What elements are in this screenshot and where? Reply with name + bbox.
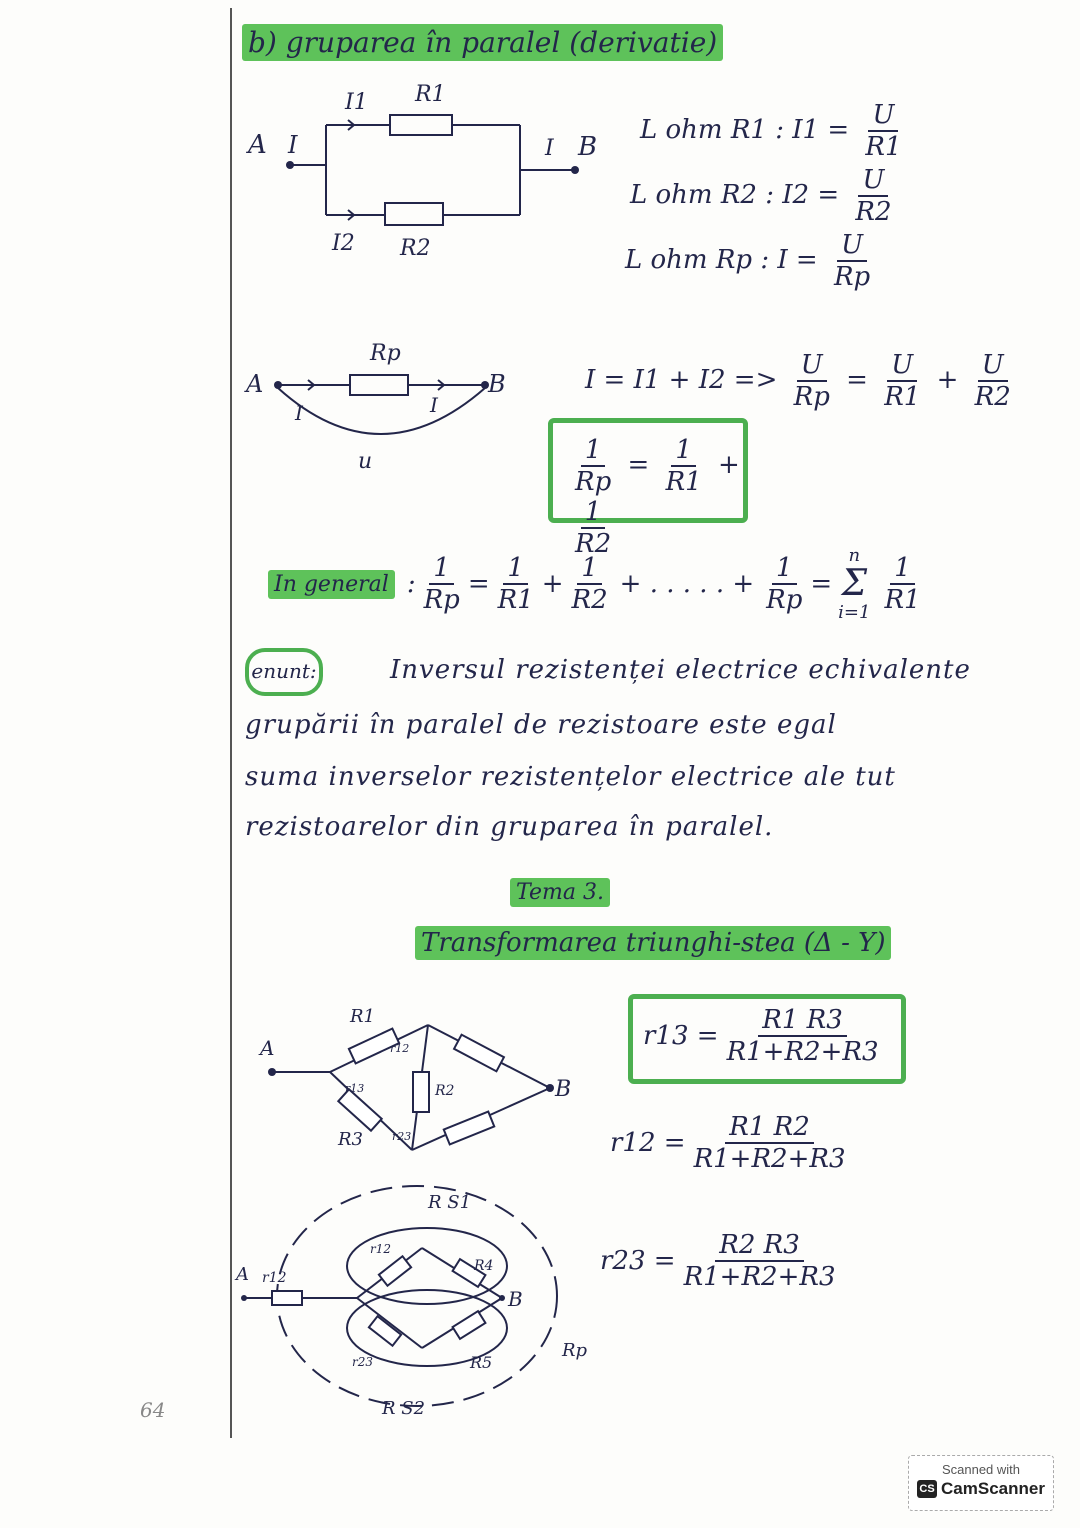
i2-label: I2 [332, 231, 355, 256]
statement-line-3: suma inverselor rezistențelor electrice ale tut [245, 762, 896, 792]
r12-formula: r12 = $\frac{R1 R2}{R1+R2+R3}$ [610, 1112, 846, 1174]
r5-label: R5 [470, 1353, 493, 1372]
r2-label: R2 [400, 236, 431, 261]
r13-formula-box: r13 = $\frac{R1 R3}{R1+R2+R3}$ [628, 994, 906, 1084]
r1-label: R1 [415, 82, 446, 107]
camscanner-badge [908, 1455, 1054, 1511]
node-b-label: B [578, 132, 598, 162]
scanner-line-2: CS CamScanner [909, 1479, 1053, 1499]
current-out-label: I [545, 136, 554, 161]
r23-formula: r23 = $\frac{R2 R3}{R1+R2+R3}$ [600, 1230, 836, 1292]
delta-star-circuit-diagram [250, 1000, 590, 1170]
r2-label: R2 [435, 1083, 455, 1099]
tema-heading: Tema 3. [510, 880, 610, 905]
section-title: b) gruparea în paralel (derivatie) [242, 26, 723, 59]
transform-title: Transformarea triunghi-stea (Δ - Y) [415, 928, 891, 958]
r13-label: r13 [345, 1082, 365, 1095]
r12-series-label: r12 [262, 1270, 287, 1286]
boxed-result: $\frac{1}{Rp}$ = $\frac{1}{R1}$ + $\frac{1}{R2}$ [548, 418, 748, 523]
node-b-label: B [488, 370, 506, 398]
rp-label: Rp [562, 1340, 588, 1361]
node-a-label: A [246, 370, 264, 398]
scanner-line-1: Scanned with [941, 1462, 1021, 1477]
parallel-circuit-diagram [240, 75, 610, 275]
r3-label: R3 [338, 1129, 364, 1150]
ohm-law-rp: L ohm Rp : I = $\frac{U}{Rp}$ [625, 230, 871, 292]
rs2-label: R S2 [382, 1398, 426, 1418]
current-left-label: I [295, 401, 303, 425]
page-number: 64 [140, 1398, 166, 1422]
statement-line-2: grupării în paralel de rezistoare este egal [245, 710, 837, 740]
voltage-label: u [358, 449, 373, 474]
rp-label: Rp [370, 341, 401, 366]
statement-label: enunt: [245, 648, 323, 696]
r1-label: R1 [350, 1006, 376, 1027]
ohm-law-r1: L ohm R1 : I1 = $\frac{U}{R1}$ [640, 100, 902, 162]
current-sum-equation: I = I1 + I2 => $\frac{U}{Rp}$ = $\frac{U}{R1}$ + $\frac{U}{R2}$ [585, 350, 1011, 412]
r4-label: R4 [474, 1258, 494, 1274]
node-a-label: A [260, 1036, 275, 1060]
current-right-label: I [430, 393, 438, 417]
rs1-label: R S1 [428, 1192, 472, 1213]
statement-line-1: Inversul rezistenței electrice echivalente [390, 655, 971, 685]
current-in-label: I [288, 131, 298, 159]
i1-label: I1 [345, 90, 368, 115]
equivalent-circuit-diagram [240, 330, 520, 480]
ohm-law-r2: L ohm R2 : I2 = $\frac{U}{R2}$ [630, 165, 892, 227]
r12-branch-label: r12 [370, 1242, 392, 1256]
general-formula: In general : $\frac{1}{Rp}$ = $\frac{1}{R1}$ + $\frac{1}{R2}$ + . . . . . + $\frac{1}{Rp}$ = n Σ i=1 $\frac{1}{R1}$ [268, 545, 929, 623]
node-b-label: B [555, 1077, 572, 1102]
camscanner-icon: CS [917, 1480, 937, 1498]
node-a-label: A [248, 130, 267, 160]
r12-label: r12 [390, 1042, 410, 1055]
star-equivalent-circuit-diagram [232, 1178, 602, 1418]
node-a-label: A [236, 1264, 249, 1285]
r23-label: r23 [352, 1355, 374, 1369]
r23-label: r23 [392, 1130, 412, 1143]
node-b-label: B [508, 1287, 523, 1311]
statement-line-4: rezistoarelor din gruparea în paralel. [245, 812, 774, 842]
